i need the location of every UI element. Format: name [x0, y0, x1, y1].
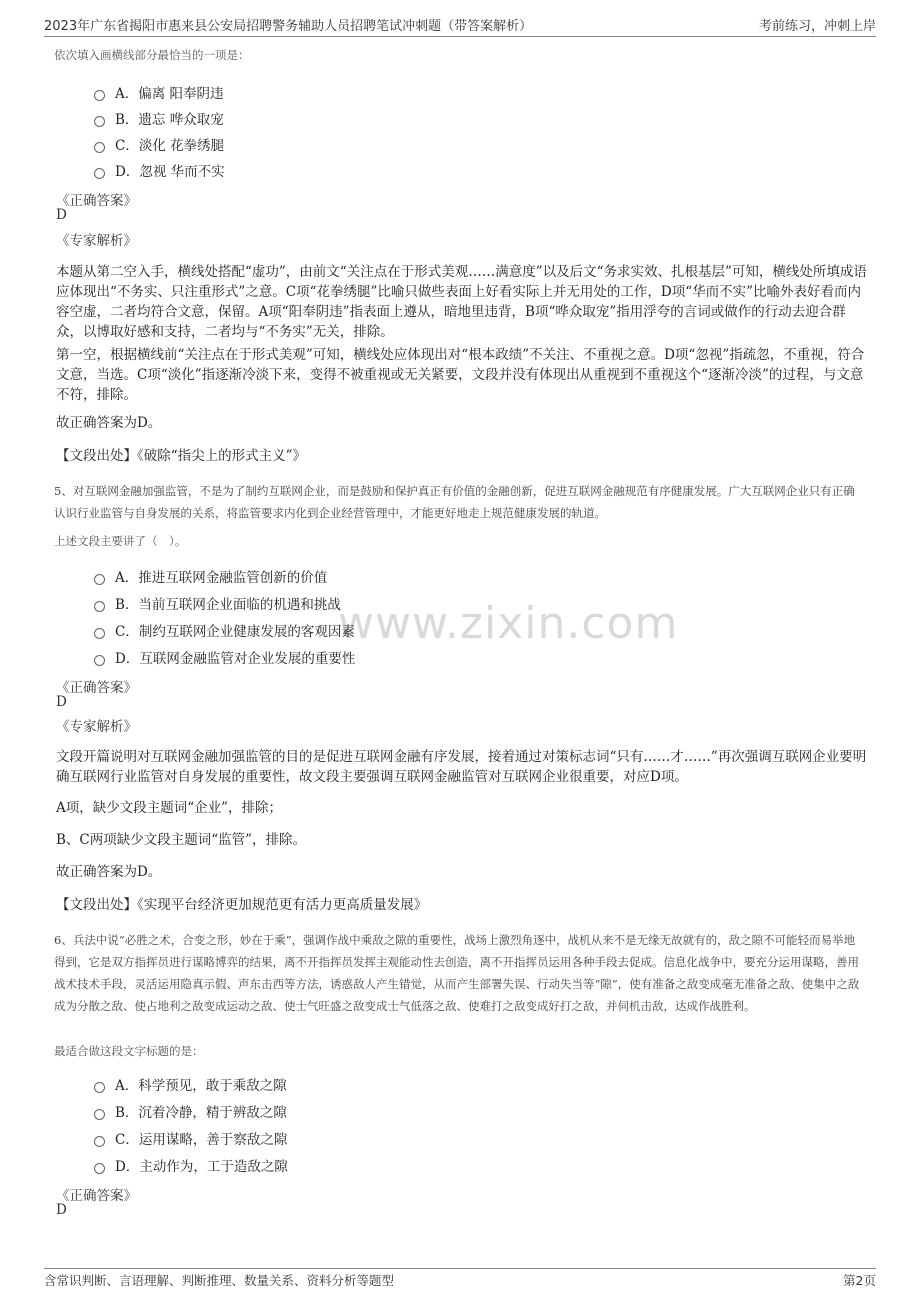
q5-answer-label: 《正确答案》 [56, 680, 137, 696]
page-header [44, 12, 876, 34]
q5-option-c[interactable] [94, 620, 355, 640]
radio-button-icon[interactable] [94, 90, 105, 101]
option-label: C．制约互联网企业健康发展的客观因素 [115, 624, 355, 640]
q5-option-d[interactable] [94, 647, 355, 667]
radio-button-icon[interactable] [94, 1109, 105, 1120]
radio-button-icon[interactable] [94, 601, 105, 612]
radio-button-icon[interactable] [94, 1136, 105, 1147]
q4-analysis-label: 《专家解析》 [56, 233, 137, 249]
footer-description: 含常识判断、言语理解、判断推理、数量关系、资料分析等题型 [44, 1273, 395, 1288]
option-label: B．沉着冷静，精于辨敌之隙 [115, 1105, 287, 1121]
q5-answer: D [56, 694, 67, 710]
footer-divider [44, 1268, 876, 1269]
q5-stem: 5、对互联网金融加强监管，不是为了制约互联网企业，而是鼓励和保护真正有价值的金融创新，促进互联网金融规范有序健康发展。广大互联网企业只有正确认识行业监管与自身发展的关系，将监管要求内化到企业经营管理中，才能更好地走上规范健康发展的轨道。 [54, 484, 855, 520]
q4-option-a[interactable] [94, 82, 224, 102]
option-label: D．互联网金融监管对企业发展的重要性 [115, 651, 356, 667]
q5-analysis-label: 《专家解析》 [56, 719, 137, 735]
radio-button-icon[interactable] [94, 574, 105, 585]
option-label: D．主动作为，工于造敌之隙 [115, 1159, 288, 1175]
q6-answer: D [56, 1202, 67, 1218]
radio-button-icon[interactable] [94, 655, 105, 666]
document-title: 2023年广东省揭阳市惠来县公安局招聘警务辅助人员招聘笔试冲刺题（带答案解析） [44, 19, 533, 34]
q5-analysis-paragraph-1: 文段开篇说明对互联网金融加强监管的目的是促进互联网金融有序发展，接着通过对策标志词“只有……才……”再次强调互联网企业要明确互联网行业监管对自身发展的重要性，故文段主要强调互联网金融监管对互联网企业很重要，对应D项。 [56, 749, 867, 785]
q5-analysis-option-a: A项，缺少文段主题词“企业”，排除； [56, 800, 283, 816]
radio-button-icon[interactable] [94, 1082, 105, 1093]
option-label: B．遗忘 哗众取宠 [115, 112, 224, 128]
page-suffix: 页 [863, 1273, 876, 1288]
q6-answer-label: 《正确答案》 [56, 1188, 137, 1204]
q5-source: 【文段出处】《实现平台经济更加规范更有活力更高质量发展》 [56, 897, 428, 913]
q4-option-d[interactable] [94, 160, 225, 180]
option-label: C．淡化 花拳绣腿 [115, 138, 225, 154]
header-slogan: 考前练习，冲刺上岸 [758, 19, 876, 34]
q4-analysis-conclusion: 故正确答案为D。 [56, 415, 162, 431]
radio-button-icon[interactable] [94, 168, 105, 179]
header-divider [44, 36, 876, 37]
q5-prompt: 上述文段主要讲了（ ）。 [54, 534, 187, 548]
page-number-label [843, 1271, 876, 1289]
option-label: A．推进互联网金融监管创新的价值 [115, 570, 328, 586]
q4-analysis-paragraph-1: 本题从第二空入手，横线处搭配“虚功”，由前文“关注点在于形式美观……满意度”以及后文“务求实效、扎根基层”可知，横线处所填成语应体现出“不务实、只注重形式”之意。C项“花拳绣腿”比喻只做些表面上好看实际上并无用处的工作，D项“华而不实”比喻外表好看而内容空虚，二者均符合文意，保留。A项“阳奉阴违”指表面上遵从，暗地里违背，B项“哗众取宠”指用浮夸的言词或做作的行动去迎合群众，以博取好感和支持，二者均与“不务实”无关，排除。 [56, 264, 867, 340]
q5-option-a[interactable] [94, 566, 327, 586]
q4-option-c[interactable] [94, 134, 224, 154]
option-label: A．科学预见，敢于乘敌之隙 [115, 1078, 287, 1094]
q6-prompt: 最适合做这段文字标题的是： [54, 1044, 204, 1058]
page-footer [44, 1271, 876, 1289]
q4-answer-label: 《正确答案》 [56, 193, 137, 209]
q6-option-c[interactable] [94, 1128, 287, 1148]
q5-option-b[interactable] [94, 593, 341, 613]
option-label: A．偏离 阳奉阴违 [115, 86, 224, 102]
q6-option-b[interactable] [94, 1101, 287, 1121]
q4-answer: D [56, 207, 67, 223]
q4-prompt: 依次填入画横线部分最恰当的一项是： [54, 48, 250, 62]
radio-button-icon[interactable] [94, 1163, 105, 1174]
page-prefix: 第 [843, 1273, 856, 1288]
q6-stem: 6、兵法中说“必胜之术，合变之形，妙在于乘”，强调作战中乘敌之隙的重要性，战场上激烈角逐中，战机从来不是无缘无故就有的，敌之隙不可能轻而易举地得到，它是双方指挥员进行谋略博弈的结果，离不开指挥员发挥主观能动性去创造，离不开指挥员运用各种手段去促成。信息化战争中，要充分运用谋略，善用战术技术手段，灵活运用隐真示假、声东击西等方法，诱惑敌人产生错觉，从而产生部署失误、行动失当等“隙”，使有准备之敌变成毫无准备之敌、使集中之敌成为分散之敌、使占地利之敌变成运动之敌、使士气旺盛之敌变成士气低落之敌、使难打之敌变成好打之敌，并伺机击敌，达成作战胜利。 [54, 933, 860, 1013]
option-label: B．当前互联网企业面临的机遇和挑战 [115, 597, 341, 613]
q6-option-a[interactable] [94, 1074, 287, 1094]
option-label: C．运用谋略，善于察敌之隙 [115, 1132, 288, 1148]
q4-source: 【文段出处】《破除“指尖上的形式主义”》 [56, 448, 307, 464]
q4-option-b[interactable] [94, 108, 224, 128]
option-label: D．忽视 华而不实 [115, 164, 225, 180]
radio-button-icon[interactable] [94, 116, 105, 127]
watermark: www.zixin.com [338, 598, 679, 649]
q5-analysis-conclusion: 故正确答案为D。 [56, 864, 162, 880]
radio-button-icon[interactable] [94, 628, 105, 639]
radio-button-icon[interactable] [94, 142, 105, 153]
q5-analysis-option-bc: B、C两项缺少文段主题词“监管”，排除。 [56, 832, 307, 848]
page-number: 2 [855, 1273, 864, 1288]
q4-analysis-paragraph-2: 第一空，根据横线前“关注点在于形式美观”可知，横线处应体现出对“根本政绩”不关注、不重视之意。D项“忽视”指疏忽，不重视，符合文意，当选。C项“淡化”指逐渐冷淡下来，变得不被重视或无关紧要，文段并没有体现出从重视到不重视这个“逐渐冷淡”的过程，与文意不符，排除。 [56, 347, 865, 403]
q6-option-d[interactable] [94, 1155, 288, 1175]
